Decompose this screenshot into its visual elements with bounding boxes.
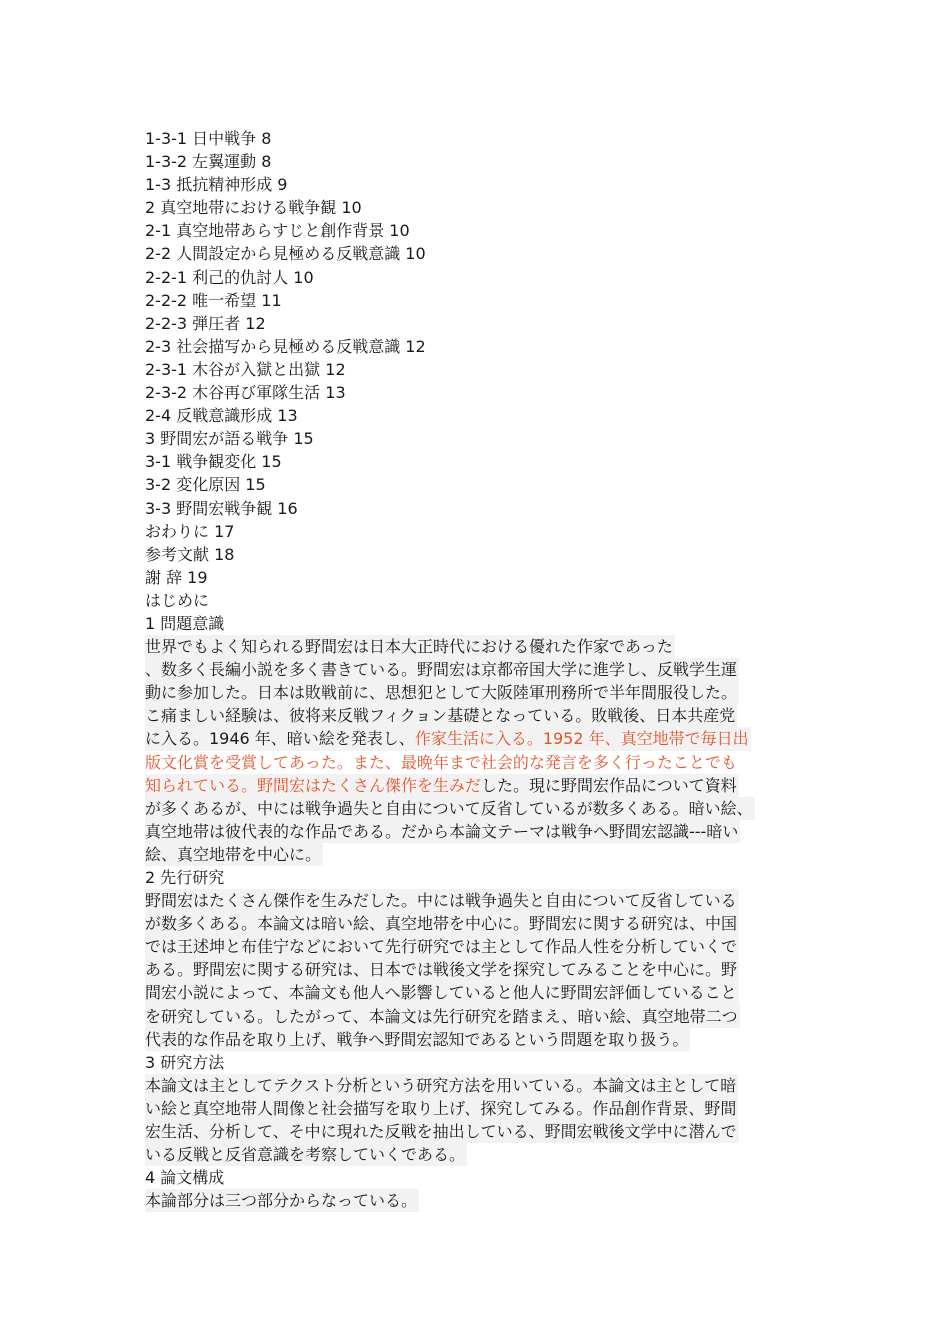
- paragraph-line: いる反戦と反省意識を考察していくである。: [145, 1143, 467, 1166]
- paragraph-line: い絵と真空地帯人間像と社会描写を取り上げ、探究してみる。作品創作背景、野間: [145, 1097, 738, 1120]
- highlighted-text: 知られている。野間宏はたくさん傑作を生みだ: [145, 775, 482, 795]
- line-text: に入る。1946 年、暗い絵を発表し、: [145, 729, 415, 749]
- toc-entry: 参考文献 18: [145, 544, 235, 564]
- toc-entry: 3-2 変化原因 15: [145, 475, 266, 495]
- paragraph-line: が多くあるが、中には戦争過失と自由について反省しているが数多くある。暗い絵、: [145, 797, 755, 820]
- toc-entry: 2-1 真空地帯あらすじと創作背景 10: [145, 221, 410, 241]
- section-heading: 4 論文構成: [145, 1168, 225, 1188]
- toc-entry: 2-2-1 利己的仇討人 10: [145, 267, 314, 287]
- paragraph-line: を研究している。したがって、本論文は先行研究を踏まえ、暗い絵、真空地帯二つ: [145, 1005, 740, 1028]
- toc-entry: 3-3 野間宏戦争観 16: [145, 498, 298, 518]
- table-of-contents: [145, 127, 815, 589]
- toc-entry: おわりに 17: [145, 521, 235, 541]
- paragraph-line: 、数多く長編小説を多く書きている。野間宏は京都帝国大学に進学し、反戦学生運: [145, 658, 739, 681]
- toc-entry: 3-1 戦争観変化 15: [145, 452, 282, 472]
- highlighted-text: 作家生活に入る。1952 年、真空地帯で毎日出: [414, 729, 749, 749]
- research-method-paragraph: [145, 1074, 815, 1166]
- toc-entry: 2-2-2 唯一希望 11: [145, 290, 282, 310]
- toc-entry: 謝 辞 19: [145, 567, 208, 587]
- paragraph-line: 絵、真空地帯を中心に。: [145, 843, 323, 866]
- intro-heading: はじめに: [145, 590, 210, 610]
- paragraph-line: 真空地帯は彼代表的な作品である。だから本論文テーマは戦争へ野間宏認識---暗い: [145, 820, 740, 843]
- paragraph-line: 本論文は主としてテクスト分析という研究方法を用いている。本論文は主として暗: [145, 1074, 738, 1097]
- toc-entry: 2-2-3 弾圧者 12: [145, 313, 266, 333]
- problem-awareness-paragraph: [145, 635, 815, 866]
- toc-entry: 3 野間宏が語る戦争 15: [145, 429, 314, 449]
- toc-entry: 2-3 社会描写から見極める反戦意識 12: [145, 336, 426, 356]
- paragraph-line: [145, 774, 739, 797]
- paragraph-line: 間宏小説によって、本論文も他人へ影響していると他人に野間宏評価していること: [145, 981, 739, 1004]
- prior-research-paragraph: [145, 889, 815, 1051]
- paragraph-line: 代表的な作品を取り上げ、戦争へ野間宏認知であるという問題を取り扱う。: [145, 1028, 690, 1051]
- paragraph-line: 世界でもよく知られる野間宏は日本大正時代における優れた作家であった: [145, 635, 675, 658]
- toc-entry: 1-3-1 日中戦争 8: [145, 129, 272, 148]
- toc-entry: 2-2 人間設定から見極める反戦意識 10: [145, 244, 426, 264]
- toc-entry: 2-3-1 木谷が入獄と出獄 12: [145, 359, 346, 379]
- paragraph-line: 野間宏はたくさん傑作を生みだした。中には戦争過失と自由について反省している: [145, 889, 739, 912]
- paragraph-line: 本論部分は三つ部分からなっている。: [145, 1189, 419, 1212]
- thesis-structure-paragraph: [145, 1189, 815, 1212]
- paragraph-line: では王述坤と布佳宁などにおいて先行研究では主として作品人性を分析していくで: [145, 935, 739, 958]
- section-heading: 2 先行研究: [145, 868, 225, 887]
- toc-entry: 1-3 抵抗精神形成 9: [145, 175, 288, 195]
- paragraph-line: こ痛ましい経験は、彼将来反戦フィクョン基礎となっている。敗戦後、日本共産党: [145, 704, 737, 727]
- section-heading: 3 研究方法: [145, 1052, 225, 1072]
- paragraph-line: 宏生活、分析して、そ中に現れた反戦を抽出している、野間宏戦後文学中に潜んで: [145, 1120, 739, 1143]
- toc-entry: 2 真空地帯における戦争観 10: [145, 198, 362, 218]
- toc-entry: 1-3-2 左翼運動 8: [145, 152, 272, 172]
- section-heading: 1 問題意識: [145, 613, 225, 633]
- paragraph-line: 動に参加した。日本は敗戦前に、思想犯として大阪陸軍刑務所で半年間服役した。: [145, 681, 739, 704]
- paragraph-line: ある。野間宏に関する研究は、日本では戦後文学を探究してみることを中心に。野: [145, 958, 739, 981]
- toc-entry: 2-3-2 木谷再び軍隊生活 13: [145, 383, 346, 403]
- paragraph-line: が数多くある。本論文は暗い絵、真空地帯を中心に。野間宏に関する研究は、中国: [145, 912, 739, 935]
- document-page: [145, 127, 815, 1212]
- highlighted-line: 版文化賞を受賞してあった。また、最晩年まで社会的な発言を多く行ったことでも: [145, 752, 737, 772]
- line-text: した。現に野間宏作品について資料: [481, 775, 737, 795]
- paragraph-line: [145, 727, 751, 750]
- toc-entry: 2-4 反戦意識形成 13: [145, 406, 298, 426]
